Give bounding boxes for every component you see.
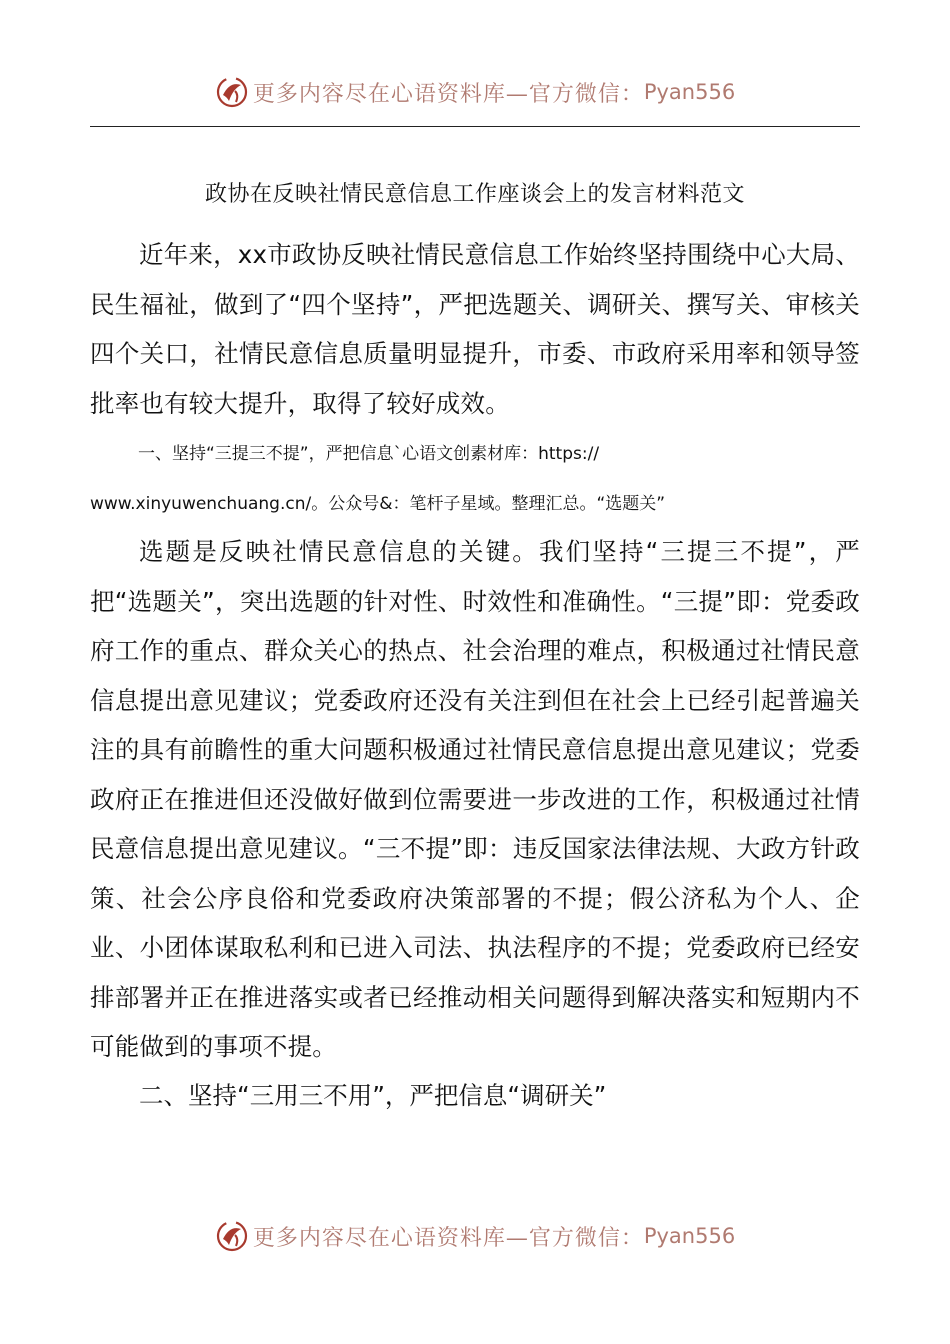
footer-banner	[0, 1216, 950, 1256]
section-1-heading-line-1: 一、坚持“三提三不提”，严把信息`心语文创素材库：https://	[138, 444, 600, 464]
section-2-heading: 二、坚持“三用三不用”，严把信息“调研关”	[139, 1081, 607, 1110]
document-title: 政协在反映社情民意信息工作座谈会上的发言材料范文	[204, 182, 745, 207]
banner-text: 更多内容尽在心语资料库—官方微信：	[252, 1225, 644, 1251]
wechat-id: Pyan556	[643, 80, 736, 104]
banner-text: 更多内容尽在心语资料库—官方微信：	[252, 81, 644, 107]
section-1-heading-line-2: www.xinyuwenchuang.cn/。公众号&：笔杆子星域。整理汇总。“选题关”	[90, 494, 666, 514]
wechat-id: Pyan556	[643, 1224, 736, 1248]
intro-paragraph: 近年来，xx市政协反映社情民意信息工作始终坚持围绕中心大局、民生福祉，做到了“四个坚持”，严把选题关、调研关、撰写关、审核关四个关口，社情民意信息质量明显提升，市委、市政府采用率和领导签批率也有较大提升，取得了较好成效。	[90, 240, 860, 418]
section-1-body: 选题是反映社情民意信息的关键。我们坚持“三提三不提”，严把“选题关”，突出选题的针对性、时效性和准确性。“三提”即：党委政府工作的重点、群众关心的热点、社会治理的难点，积极通过社情民意信息提出意见建议；党委政府还没有关注到但在社会上已经引起普遍关注的具有前瞻性的重大问题积极通过社情民意信息提出意见建议；党委政府正在推进但还没做好做到位需要进一步改进的工作，积极通过社情民意信息提出意见建议。“三不提”即：违反国家法律法规、大政方针政策、社会公序良俗和党委政府决策部署的不提；假公济私为个人、企业、小团体谋取私利和已进入司法、执法程序的不提；党委政府已经安排部署并正在推进落实或者已经推动相关问题得到解决落实和短期内不可能做到的事项不提。	[90, 537, 860, 1061]
brand-logo-icon	[215, 75, 249, 109]
header-banner	[0, 72, 950, 112]
brand-logo-icon	[215, 1219, 249, 1253]
header-divider	[90, 126, 860, 127]
